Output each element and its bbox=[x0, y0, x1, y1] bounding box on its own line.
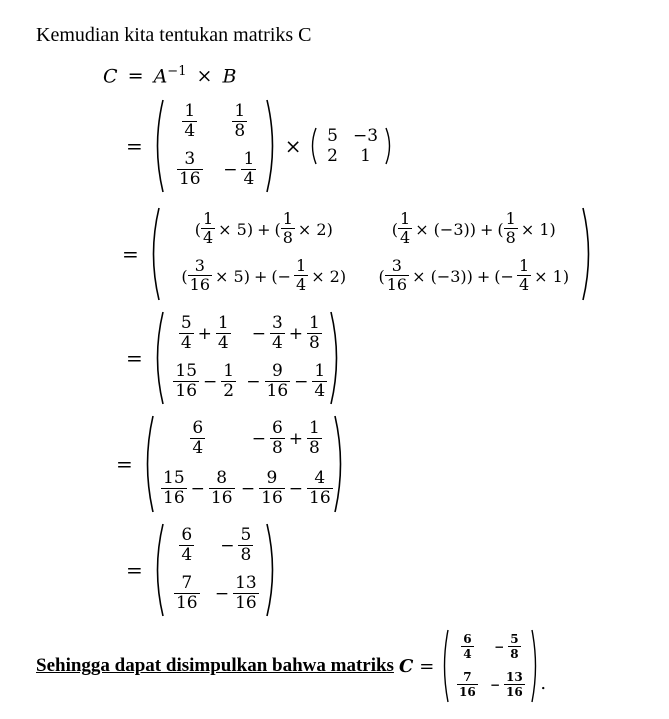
plus-sign: + bbox=[253, 266, 268, 286]
matrix-cell bbox=[179, 527, 194, 565]
numerator: 5 bbox=[180, 313, 192, 334]
numerator: 15 bbox=[175, 361, 198, 382]
denominator: 4 bbox=[314, 381, 326, 401]
open-paren: ( bbox=[378, 266, 385, 286]
matrix-cell bbox=[252, 315, 322, 353]
step-1 bbox=[126, 98, 394, 194]
left-paren bbox=[147, 206, 161, 302]
numerator: 7 bbox=[463, 670, 472, 685]
denominator: 4 bbox=[463, 647, 472, 661]
close-paren: ) bbox=[562, 266, 570, 286]
denominator: 8 bbox=[309, 333, 320, 353]
denominator: 8 bbox=[240, 545, 252, 565]
denominator: 16 bbox=[178, 169, 201, 189]
product-matrix bbox=[147, 206, 595, 302]
right-paren bbox=[265, 98, 279, 194]
matrix-grid bbox=[318, 126, 384, 166]
numerator: 8 bbox=[216, 468, 228, 489]
factor-rest: × 2 bbox=[297, 219, 327, 239]
plus-sign: + bbox=[476, 266, 491, 286]
numerator: 6 bbox=[181, 525, 193, 546]
left-paren bbox=[151, 522, 165, 618]
close-paren: ) bbox=[326, 219, 333, 239]
minus-sign: − bbox=[251, 429, 266, 449]
matrix-cell bbox=[241, 470, 333, 508]
open-paren: ( bbox=[494, 266, 501, 286]
denominator: 4 bbox=[243, 169, 255, 189]
numerator: 13 bbox=[506, 670, 523, 685]
conclusion-matrix bbox=[440, 628, 540, 704]
matrix-cell: 2 bbox=[327, 146, 338, 166]
numerator: 1 bbox=[505, 209, 516, 229]
minus-sign: − bbox=[240, 479, 256, 499]
matrix-cell bbox=[223, 151, 256, 189]
equals-sign: = bbox=[126, 134, 143, 158]
minus-sign: − bbox=[214, 584, 230, 604]
matrix-grid bbox=[161, 206, 581, 302]
denominator: 16 bbox=[261, 488, 283, 508]
factor-rest: × 2 bbox=[311, 266, 340, 286]
c-variable: C bbox=[398, 655, 414, 677]
right-paren bbox=[384, 126, 394, 166]
right-paren bbox=[530, 628, 540, 704]
minus-sign: − bbox=[288, 479, 304, 499]
matrix-cell bbox=[195, 211, 333, 247]
numerator: 9 bbox=[266, 468, 278, 489]
denominator: 4 bbox=[180, 333, 192, 353]
numerator: 1 bbox=[400, 209, 411, 229]
denominator: 4 bbox=[400, 228, 411, 247]
numerator: 3 bbox=[271, 313, 283, 334]
numerator: 1 bbox=[243, 149, 255, 170]
inverse-exponent: −1 bbox=[167, 64, 187, 79]
matrix-cell bbox=[181, 258, 346, 294]
conclusion bbox=[36, 624, 546, 708]
sum-matrix bbox=[151, 310, 343, 406]
minus-sign: − bbox=[223, 160, 238, 180]
matrix-cell: 5 bbox=[327, 126, 338, 146]
matrix-cell bbox=[190, 420, 205, 458]
denominator: 16 bbox=[386, 275, 408, 294]
matrix-cell bbox=[179, 315, 231, 353]
equals-sign: = bbox=[419, 655, 435, 677]
matrix-cell bbox=[252, 420, 322, 458]
left-paren bbox=[151, 98, 165, 194]
result-matrix bbox=[151, 522, 279, 618]
factor-rest: × 5 bbox=[215, 266, 244, 286]
matrix-cell bbox=[173, 363, 236, 401]
plus-sign: + bbox=[197, 324, 212, 344]
left-paren bbox=[141, 414, 155, 514]
numerator: 7 bbox=[181, 573, 193, 594]
factor-rest: × 1 bbox=[520, 219, 550, 239]
right-paren bbox=[265, 522, 279, 618]
plus-sign: + bbox=[288, 324, 304, 344]
factor-rest: × (−3) bbox=[415, 219, 470, 239]
close-paren: ) bbox=[469, 219, 476, 239]
equals-sign: = bbox=[127, 65, 144, 88]
open-paren: ( bbox=[271, 266, 278, 286]
period: . bbox=[540, 673, 547, 694]
numerator: 1 bbox=[223, 361, 235, 382]
numerator: 1 bbox=[309, 313, 320, 334]
denominator: 4 bbox=[296, 275, 307, 294]
a-variable: A bbox=[153, 65, 168, 88]
step-4 bbox=[116, 414, 347, 514]
close-paren: ) bbox=[466, 266, 473, 286]
minus-sign: − bbox=[294, 372, 309, 392]
denominator: 8 bbox=[510, 647, 519, 661]
equals-sign: = bbox=[126, 558, 143, 582]
minus-sign: − bbox=[500, 266, 514, 286]
right-paren bbox=[329, 310, 343, 406]
denominator: 4 bbox=[518, 275, 530, 294]
denominator: 8 bbox=[505, 228, 516, 247]
close-paren: ) bbox=[246, 219, 254, 239]
times-sign: × bbox=[284, 134, 302, 158]
open-paren: ( bbox=[391, 219, 398, 239]
denominator: 4 bbox=[184, 121, 196, 141]
minus-sign: − bbox=[494, 640, 505, 654]
right-paren bbox=[333, 414, 347, 514]
matrix-cell bbox=[457, 671, 478, 698]
left-paren bbox=[151, 310, 165, 406]
numerator: 5 bbox=[510, 632, 519, 647]
denominator: 16 bbox=[459, 685, 476, 699]
numerator: 1 bbox=[217, 313, 229, 334]
times-sign: × bbox=[196, 65, 213, 88]
numerator: 13 bbox=[235, 573, 257, 594]
denominator: 16 bbox=[175, 593, 198, 613]
equals-sign: = bbox=[116, 452, 133, 476]
factor-rest: × 1 bbox=[534, 266, 563, 286]
open-paren: ( bbox=[194, 219, 201, 239]
equals-sign: = bbox=[126, 346, 143, 370]
denominator: 16 bbox=[175, 381, 198, 401]
plus-sign: + bbox=[257, 219, 271, 239]
minus-sign: − bbox=[190, 479, 205, 499]
matrix-cell bbox=[494, 633, 520, 660]
denominator: 16 bbox=[309, 488, 331, 508]
numerator: 15 bbox=[163, 468, 185, 489]
matrix-cell bbox=[177, 151, 203, 189]
b-matrix bbox=[308, 126, 394, 166]
matrix-grid bbox=[165, 310, 329, 406]
denominator: 8 bbox=[282, 228, 293, 247]
denominator: 16 bbox=[163, 488, 185, 508]
factor-rest: × 5 bbox=[218, 219, 247, 239]
denominator: 4 bbox=[217, 333, 229, 353]
numerator: 1 bbox=[184, 101, 196, 122]
numerator: 3 bbox=[194, 256, 205, 276]
simplified-matrix bbox=[141, 414, 347, 514]
numerator: 1 bbox=[309, 418, 320, 439]
right-paren bbox=[581, 206, 595, 302]
numerator: 5 bbox=[240, 525, 252, 546]
matrix-cell bbox=[220, 527, 253, 565]
numerator: 1 bbox=[282, 209, 293, 229]
equation-line bbox=[103, 64, 236, 87]
left-paren bbox=[440, 628, 450, 704]
numerator: 1 bbox=[518, 256, 530, 276]
step-3 bbox=[126, 310, 343, 406]
close-paren: ) bbox=[549, 219, 556, 239]
close-paren: ) bbox=[243, 266, 250, 286]
conclusion-text: Sehingga dapat disimpulkan bahwa matriks bbox=[36, 655, 394, 676]
matrix-cell bbox=[182, 103, 197, 141]
matrix-cell bbox=[490, 671, 525, 698]
c-variable: C bbox=[103, 65, 118, 88]
open-paren: ( bbox=[181, 266, 188, 286]
numerator: 6 bbox=[192, 418, 204, 439]
matrix-grid bbox=[450, 628, 530, 704]
denominator: 4 bbox=[192, 438, 204, 458]
minus-sign: − bbox=[277, 266, 291, 286]
numerator: 6 bbox=[271, 418, 283, 439]
close-paren: ) bbox=[339, 266, 347, 286]
minus-sign: − bbox=[220, 536, 235, 556]
denominator: 2 bbox=[223, 381, 235, 401]
matrix-cell bbox=[174, 575, 200, 613]
step-5 bbox=[126, 522, 279, 618]
numerator: 9 bbox=[271, 361, 283, 382]
numerator: 1 bbox=[314, 361, 326, 382]
step-2 bbox=[122, 206, 595, 302]
denominator: 4 bbox=[181, 545, 193, 565]
factor-rest: × (−3) bbox=[412, 266, 467, 286]
minus-sign: − bbox=[203, 372, 218, 392]
equals-sign: = bbox=[122, 242, 139, 266]
denominator: 4 bbox=[271, 333, 283, 353]
matrix-grid bbox=[155, 414, 333, 514]
matrix-cell bbox=[378, 258, 569, 294]
denominator: 8 bbox=[271, 438, 283, 458]
minus-sign: − bbox=[246, 372, 261, 392]
denominator: 16 bbox=[506, 685, 523, 699]
plus-sign: + bbox=[288, 429, 304, 449]
matrix-cell: −3 bbox=[353, 126, 379, 146]
numerator: 1 bbox=[234, 101, 246, 122]
left-paren bbox=[308, 126, 318, 166]
matrix-cell bbox=[392, 211, 556, 247]
matrix-grid bbox=[165, 522, 265, 618]
numerator: 4 bbox=[314, 468, 326, 489]
numerator: 6 bbox=[463, 632, 472, 647]
numerator: 1 bbox=[202, 209, 214, 229]
b-variable: B bbox=[222, 65, 237, 88]
minus-sign: − bbox=[489, 678, 501, 692]
denominator: 8 bbox=[234, 121, 246, 141]
minus-sign: − bbox=[251, 324, 266, 344]
plus-sign: + bbox=[480, 219, 494, 239]
denominator: 16 bbox=[266, 381, 289, 401]
matrix-cell: 1 bbox=[360, 146, 371, 166]
numerator: 3 bbox=[184, 149, 196, 170]
intro-text: Kemudian kita tentukan matriks C bbox=[36, 24, 312, 46]
denominator: 16 bbox=[235, 593, 257, 613]
numerator: 3 bbox=[391, 256, 402, 276]
matrix-cell bbox=[215, 575, 259, 613]
inverse-matrix bbox=[151, 98, 279, 194]
numerator: 1 bbox=[296, 256, 307, 276]
matrix-cell bbox=[232, 103, 247, 141]
open-paren: ( bbox=[497, 219, 504, 239]
denominator: 16 bbox=[189, 275, 211, 294]
matrix-cell bbox=[161, 470, 235, 508]
denominator: 8 bbox=[309, 438, 320, 458]
denominator: 4 bbox=[202, 228, 214, 247]
matrix-grid bbox=[165, 98, 265, 194]
open-paren: ( bbox=[274, 219, 281, 239]
matrix-cell bbox=[461, 633, 473, 660]
matrix-cell bbox=[246, 363, 327, 401]
denominator: 16 bbox=[210, 488, 233, 508]
